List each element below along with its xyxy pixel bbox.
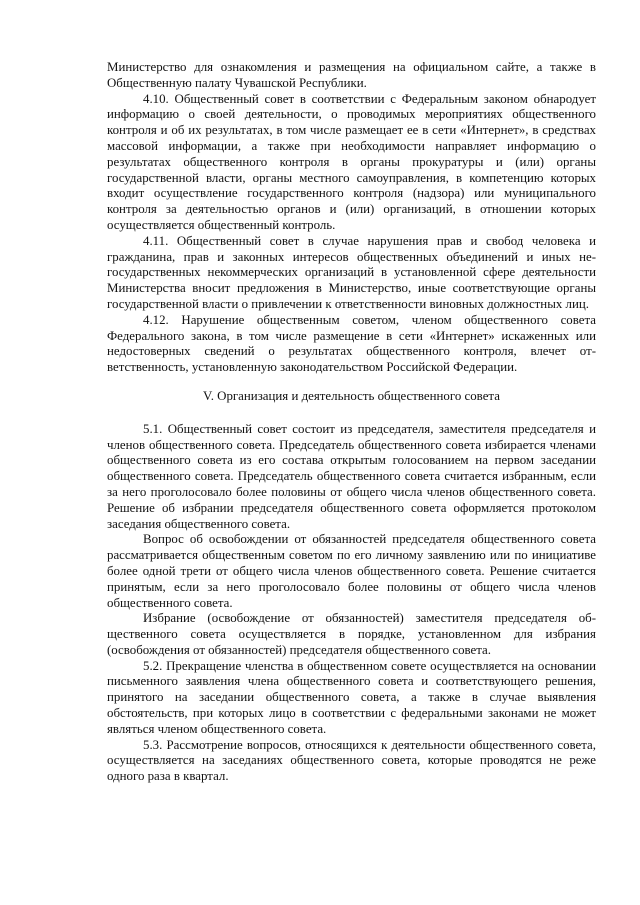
- paragraph-5-1: 5.1. Общественный совет состоит из председателя, заместителя председателя и членов общественного совета. Председатель общественного совета избирается членами общественного совета из его состава открытым голосованием на первом заседании общественного совета. Председатель общественного совета считается избранным, если за него проголосовало более половины от общего числа членов общественного совета. Решение об избрании председателя общественного совета оформляется протоколом заседания общественного совета.: [107, 421, 596, 531]
- paragraph-continuation: Министерство для ознакомления и размещения на официальном сайте, а также в Общественную палату Чувашской Республики.: [107, 60, 596, 90]
- paragraph-5-2: 5.2. Прекращение членства в общественном совете осуществляется на основании письменного заявления члена общественного совета и соответствующего решения, принятого на заседании общественного совета, а также в случае выявления обстоятельств, при которых лицо в соответствии с федеральными законами не может являться членом общественного совета.: [107, 658, 596, 736]
- paragraph-4-12: 4.12. Нарушение общественным советом, членом общественного совета Федерального закона, в том числе размещение в сети «Интернет» искаженных или недостоверных сведений о результатах общественного контроля, влечет ответственность, установленную законодательством Российской Федерации.: [107, 312, 596, 375]
- document-page: [107, 60, 596, 785]
- paragraph-4-10: 4.10. Общественный совет в соответствии с Федеральным законом обнародует информацию о своей деятельности, о проводимых мероприятиях общественного контроля и об их результатах, в том числе размещает ее в сети «Интернет», в средствах массовой информации, а также при необходимости направляет информацию о результатах общественного контроля в органы прокуратуры и (или) органы государственной власти, органы местного самоуправления, в компетенцию которых входит осуществление государственного контроля (надзора) или муниципального контроля за деятельностью органов и (или) организаций, в отношении которых осуществляется общественный контроль.: [107, 91, 596, 232]
- paragraph-5-3: 5.3. Рассмотрение вопросов, относящихся к деятельности общественного совета, осуществляется на заседаниях общественного совета, которые проводятся не реже одного раза в квартал.: [107, 737, 596, 784]
- paragraph-chairman-release: Вопрос об освобождении от обязанностей председателя общественного совета рассматривается общественным советом по его личному заявлению или по инициативе более одной трети от общего числа членов общественного совета. Решение считается принятым, если за него проголосовало более половины от общего числа членов общественного совета.: [107, 532, 596, 610]
- paragraph-deputy-election: Избрание (освобождение от обязанностей) заместителя председателя общественного совета осуществляется в порядке, установленном для избрания (освобождения от обязанностей) председателя общественного совета.: [107, 611, 596, 657]
- section-heading: V. Организация и деятельность общественного совета: [203, 388, 500, 403]
- paragraph-4-11: 4.11. Общественный совет в случае нарушения прав и свобод человека и гражданина, прав и законных интересов общественных объединений и иных негосударственных некоммерческих организаций в установленной сфере деятельности Министерства вносит предложения в Министерство, иные соответствующие органы государственной власти о привлечении к ответственности виновных должностных лиц.: [107, 233, 596, 311]
